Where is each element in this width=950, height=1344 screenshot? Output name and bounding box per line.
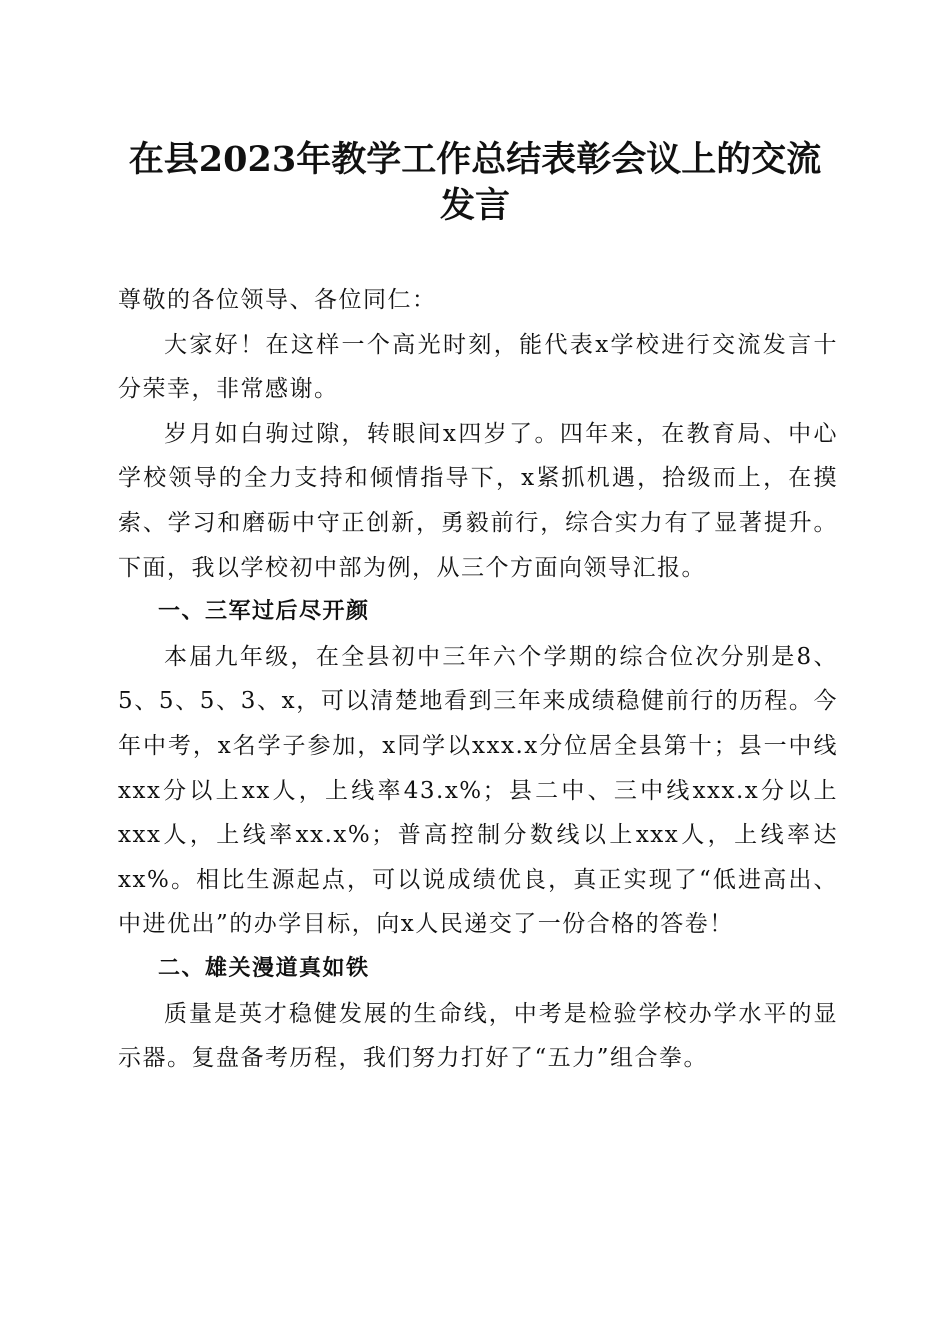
salutation: 尊敬的各位领导、各位同仁： <box>118 287 437 313</box>
paragraph-intro: 岁月如白驹过隙，转眼间x四岁了。四年来，在教育局、中心学校领导的全力支持和倾情指导下，x紧抓机遇，拾级而上，在摸索、学习和磨砺中守正创新，勇毅前行，综合实力有了显著提升。下面，我以学校初中部为例，从三个方面向领导汇报。 <box>118 420 838 581</box>
document-title-line-1: 在县2023年教学工作总结表彰会议上的交流 <box>128 139 822 180</box>
section-1-paragraph: 本届九年级，在全县初中三年六个学期的综合位次分别是8、5、5、5、3、x，可以清楚地看到三年来成绩稳健前行的历程。今年中考，x名学子参加，x同学以xxx.x分位居全县第十；县一中线xxx分以上xx人，上线率43.x%；县二中、三中线xxx.x分以上xxx人，上线率xx.x%；普高控制分数线以上xxx人，上线率达xx%。相比生源起点，可以说成绩优良，真正实现了“低进高出、中进优出”的办学目标，向x人民递交了一份合格的答卷！ <box>118 643 838 938</box>
section-heading-1: 一、三军过后尽开颜 <box>158 599 370 625</box>
section-2-paragraph: 质量是英才稳健发展的生命线，中考是检验学校办学水平的显示器。复盘备考历程，我们努力打好了“五力”组合拳。 <box>118 1000 838 1072</box>
section-heading-2: 二、雄关漫道真如铁 <box>158 955 370 981</box>
document-body <box>118 278 838 1081</box>
document-title-line-2: 发言 <box>439 185 510 226</box>
paragraph-greeting: 大家好！在这样一个高光时刻，能代表x学校进行交流发言十分荣幸，非常感谢。 <box>118 331 838 403</box>
